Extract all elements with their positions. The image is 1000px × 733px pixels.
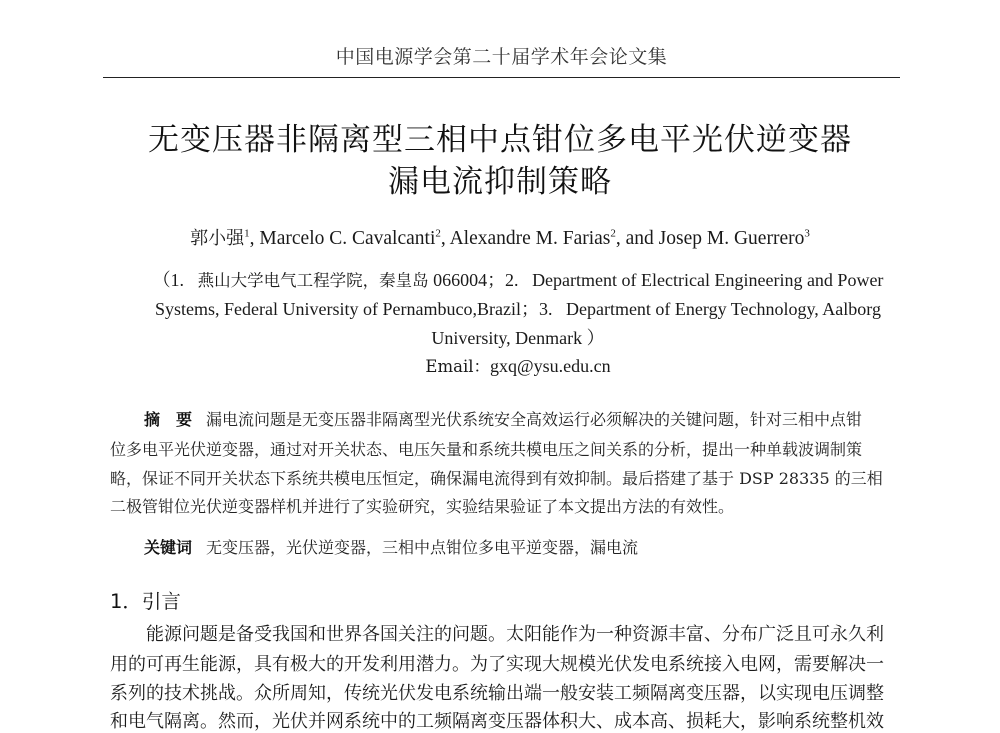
author-name: Josep M. Guerrero <box>658 228 805 249</box>
abstract-line-4: 二极管钳位光伏逆变器样机并进行了实验研究，实验结果验证了本文提出方法的有效性。 <box>110 497 735 516</box>
paragraph-line: 能源问题是备受我国和世界各国关注的问题。太阳能作为一种资源丰富、分布广泛且可永久利 <box>146 624 884 645</box>
affiliation-3-name-part-1: Department of Energy Technology, Aalborg <box>565 299 881 319</box>
author-name: Marcelo C. Cavalcanti <box>259 228 436 249</box>
section-1-heading: 1．引言 <box>110 590 181 613</box>
keywords-line <box>110 535 925 558</box>
author-separator: , <box>249 228 260 249</box>
affiliation-line-3 <box>108 324 928 350</box>
affiliation-line-2 <box>108 295 928 321</box>
affiliation-2-name-part-1: Department of Electrical Engineering and Power <box>532 270 884 290</box>
email-label: Email： <box>425 357 491 376</box>
author-affiliation-mark: 3 <box>804 227 810 240</box>
author-affiliation-mark: 2 <box>435 227 441 240</box>
abstract-line-3: 略，保证不同开关状态下系统共模电压恒定，确保漏电流得到有效抑制。最后搭建了基于 DSP 28335 的三相 <box>110 469 883 488</box>
keywords-label: 关键词 <box>144 538 193 557</box>
paragraph-line: 系列的技术挑战。众所周知，传统光伏发电系统输出端一般安装工频隔离变压器，以实现电压调整 <box>110 683 884 704</box>
author-separator: , and <box>615 228 659 249</box>
email-address: gxq@ysu.edu.cn <box>490 356 611 376</box>
abstract-text: 漏电流问题是无变压器非隔离型光伏系统安全高效运行必须解决的关键问题，针对三相中点钳 <box>206 410 863 429</box>
header-divider <box>103 77 900 78</box>
author-list <box>60 224 940 250</box>
paper-title-line-1: 无变压器非隔离型三相中点钳位多电平光伏逆变器 <box>148 122 852 158</box>
email-line <box>108 353 928 377</box>
affiliation-1-name: 燕山大学电气工程学院，秦皇岛 <box>197 271 429 290</box>
author-name: Alexandre M. Farias <box>449 228 611 249</box>
author-affiliation-mark: 1 <box>244 227 250 240</box>
affiliation-open: （1. <box>152 270 185 290</box>
paper-title-line-2: 漏电流抑制策略 <box>388 164 612 200</box>
affiliation-3-name-part-2: University, Denmark ） <box>431 328 605 348</box>
abstract-line-1 <box>110 407 925 430</box>
abstract-label: 摘 要 <box>144 410 193 429</box>
author-name: 郭小强 <box>190 228 245 249</box>
running-header: 中国电源学会第二十届学术年会论文集 <box>335 46 668 68</box>
author-separator: , <box>440 228 450 249</box>
abstract-line-2: 位多电平光伏逆变器，通过对开关状态、电压矢量和系统共模电压之间关系的分析，提出一种单载波调制策 <box>110 440 863 459</box>
author-affiliation-mark: 2 <box>610 227 616 240</box>
affiliation-1-code: 066004；2. <box>433 270 519 290</box>
affiliation-line-1 <box>108 266 928 292</box>
keywords-text: 无变压器，光伏逆变器，三相中点钳位多电平逆变器，漏电流 <box>206 538 639 557</box>
affiliation-2-name-part-2: Systems, Federal University of Pernambuco,Brazil；3. <box>155 299 553 319</box>
paragraph-line: 用的可再生能源，具有极大的开发利用潜力。为了实现大规模光伏发电系统接入电网，需要解决一 <box>110 654 884 675</box>
paragraph-line: 和电气隔离。然而，光伏并网系统中的工频隔离变压器体积大、成本高、损耗大，影响系统整机效 <box>110 711 884 732</box>
